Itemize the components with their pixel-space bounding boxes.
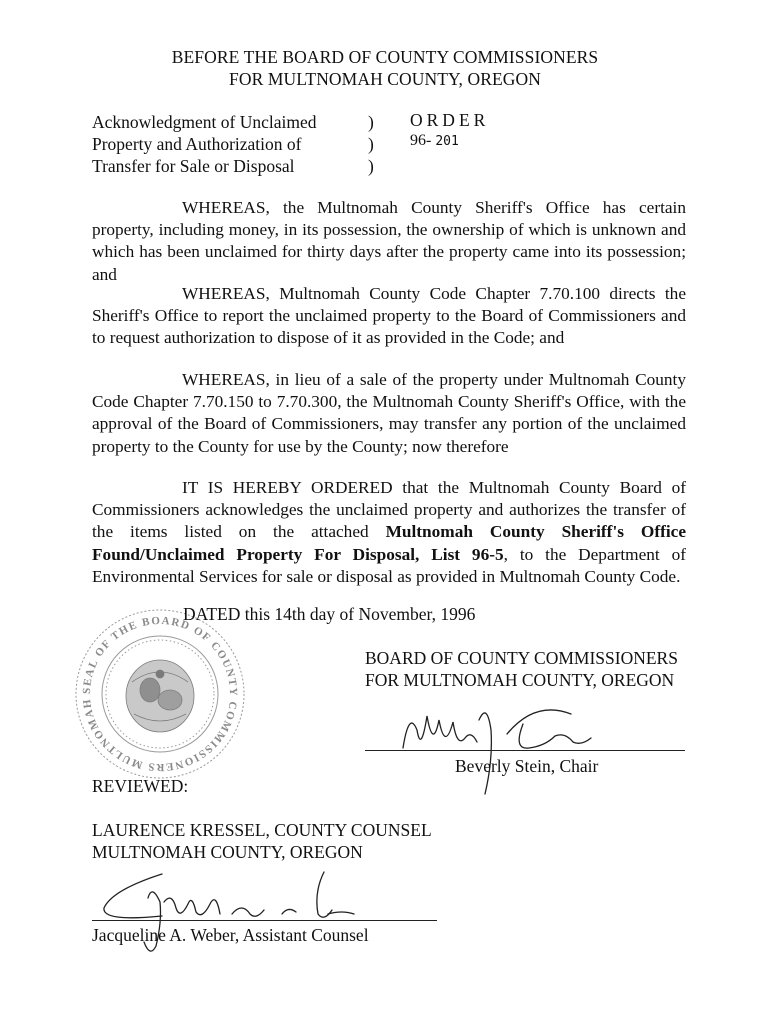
caption-paren: ) [368,112,374,132]
order-number-value: 201 [435,134,459,149]
ordered-text-start: IT IS HEREBY ORDERED that the Multnomah County Board of Commissioners acknowledges the unclaimed property and authorizes the transfer of the items listed on the attached [92,478,686,542]
ordered-paragraph [92,477,686,588]
reviewed-label: REVIEWED: [92,776,189,796]
board-block-line1: BOARD OF COUNTY COMMISSIONERS [365,648,678,668]
seal-ring-text-path: SEAL OF THE BOARD OF COUNTY COMMISSIONERS MULTNOMAH COUNTY OREGON [64,595,240,774]
county-seal-image [64,595,250,784]
chair-signature-line [365,750,685,751]
counsel-name: Jacqueline A. Weber, Assistant Counsel [92,925,369,945]
chair-signature [395,690,615,800]
ordered-text-end: , to the Department of Environmental Services for sale or disposal as provided in Multnomah County Code. [92,544,686,586]
caption-line2: Property and Authorization of [92,134,302,154]
whereas-paragraph-1: WHEREAS, the Multnomah County Sheriff's Office has certain property, including money, in its possession, the ownership of which is unknown and which has been unclaimed for thirty days after the property came into its possession; and [92,198,686,284]
chair-name: Beverly Stein, Chair [455,756,599,776]
document-header-line2: FOR MULTNOMAH COUNTY, OREGON [229,69,541,89]
counsel-line1: LAURENCE KRESSEL, COUNTY COUNSEL [92,820,432,840]
document-header-line1: BEFORE THE BOARD OF COUNTY COMMISSIONERS [171,47,599,67]
caption-line1: Acknowledgment of Unclaimed [92,112,317,132]
whereas-paragraph-3: WHEREAS, in lieu of a sale of the property under Multnomah County Code Chapter 7.70.150 to 7.70.300, the Multnomah County Sheriff's Office, with the approval of the Board of Commissioners, may transfer any portion of the unclaimed property to the County for use by the County; now therefore [92,370,686,456]
counsel-signature [92,862,382,962]
whereas-paragraph-2: WHEREAS, Multnomah County Code Chapter 7.70.100 directs the Sheriff's Office to report the unclaimed property to the Board of Commissioners and to request authorization to dispose of it as provided in the Code; and [92,284,686,348]
caption-paren: ) [368,134,374,154]
caption-line3: Transfer for Sale or Disposal [92,156,295,176]
counsel-line2: MULTNOMAH COUNTY, OREGON [92,842,363,862]
caption-paren: ) [368,156,374,176]
order-number-prefix: 96- [410,132,432,149]
dated-line: DATED this 14th day of November, 1996 [183,604,476,624]
order-title: ORDER [410,110,490,130]
counsel-signature-line [92,920,437,921]
ordered-text-bold: Multnomah County Sheriff's Office Found/Unclaimed Property For Disposal, List 96-5 [92,522,686,564]
board-block-line2: FOR MULTNOMAH COUNTY, OREGON [365,670,675,690]
order-number [410,132,459,150]
seal-figure [126,660,194,732]
